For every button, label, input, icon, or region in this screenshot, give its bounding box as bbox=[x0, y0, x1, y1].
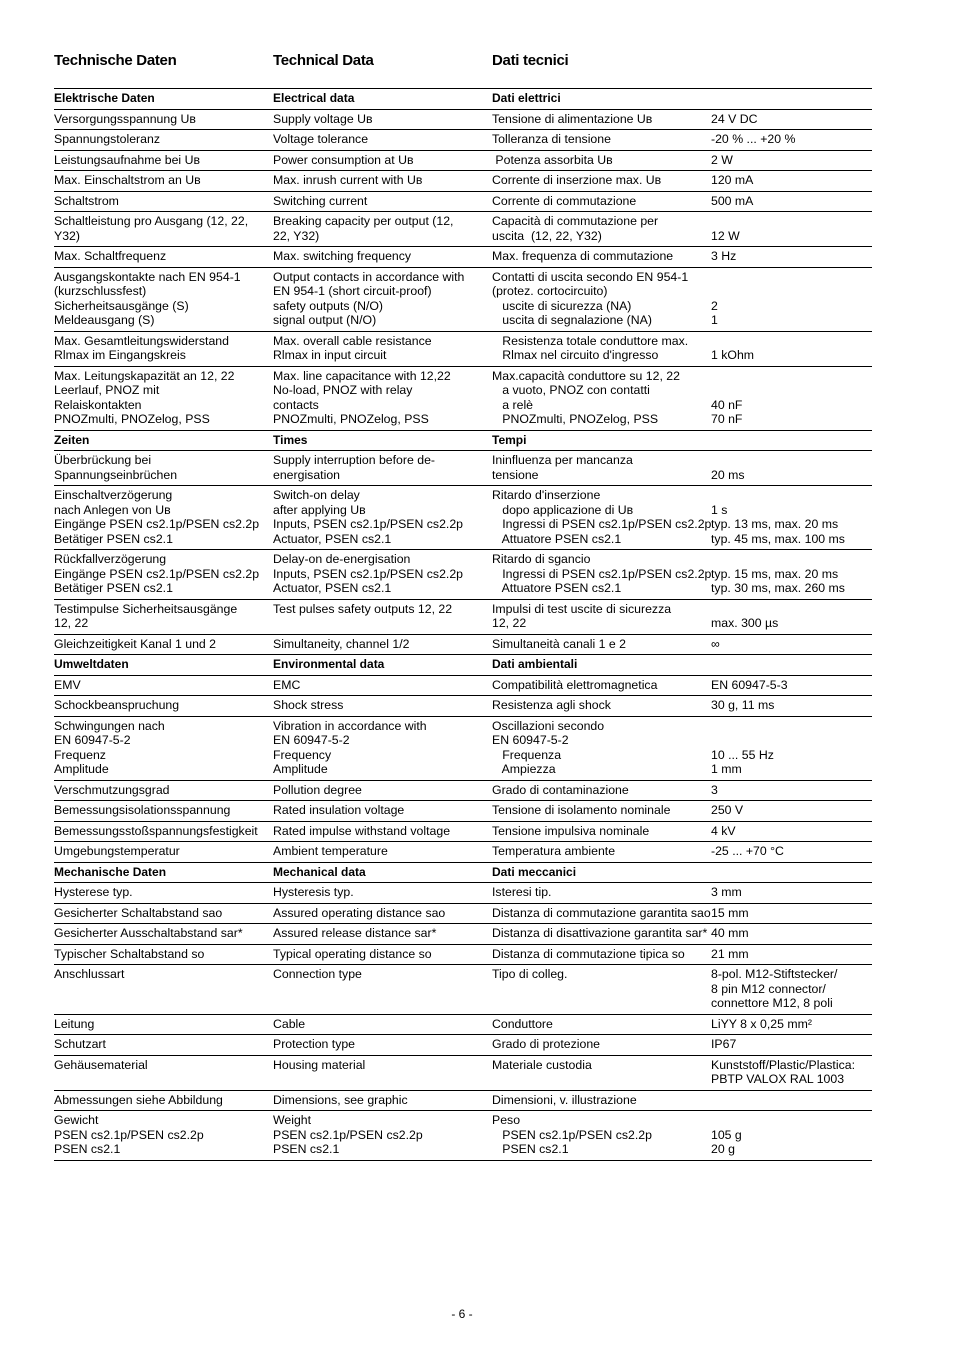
cell-german: Gehäusematerial bbox=[54, 1055, 273, 1090]
table-row bbox=[54, 109, 872, 130]
cell-value bbox=[711, 430, 872, 451]
cell-italian: Materiale custodia bbox=[492, 1055, 711, 1090]
cell-german: Spannungstoleranz bbox=[54, 130, 273, 151]
table-row bbox=[54, 1090, 872, 1111]
cell-german: Umgebungstemperatur bbox=[54, 842, 273, 863]
table-row bbox=[54, 599, 872, 634]
cell-german: Schaltstrom bbox=[54, 191, 273, 212]
cell-english: Supply voltage Uʙ bbox=[273, 109, 492, 130]
cell-italian: Peso PSEN cs2.1p/PSEN cs2.2p PSEN cs2.1 bbox=[492, 1111, 711, 1161]
cell-english: Power consumption at Uʙ bbox=[273, 150, 492, 171]
cell-italian: Dati elettrici bbox=[492, 89, 711, 110]
table-row bbox=[54, 965, 872, 1015]
page-number: - 6 - bbox=[451, 1307, 473, 1321]
cell-english: Electrical data bbox=[273, 89, 492, 110]
cell-german: Gesicherter Ausschaltabstand sar* bbox=[54, 924, 273, 945]
table-row bbox=[54, 451, 872, 486]
cell-value: 2 1 bbox=[711, 267, 872, 331]
cell-italian: Resistenza totale conduttore max. Rlmax nel circuito d'ingresso bbox=[492, 331, 711, 366]
cell-value: 20 ms bbox=[711, 451, 872, 486]
table-row bbox=[54, 171, 872, 192]
cell-english: Environmental data bbox=[273, 655, 492, 676]
cell-english: Weight PSEN cs2.1p/PSEN cs2.2p PSEN cs2.1 bbox=[273, 1111, 492, 1161]
cell-value: 21 mm bbox=[711, 944, 872, 965]
cell-value: -25 ... +70 °C bbox=[711, 842, 872, 863]
cell-value: 3 mm bbox=[711, 883, 872, 904]
table-row bbox=[54, 1055, 872, 1090]
cell-english: Pollution degree bbox=[273, 780, 492, 801]
cell-german: Zeiten bbox=[54, 430, 273, 451]
cell-german: Ausgangskontakte nach EN 954-1 (kurzschlussfest) Sicherheitsausgänge (S) Meldeausgang (S) bbox=[54, 267, 273, 331]
cell-value: 4 kV bbox=[711, 821, 872, 842]
cell-value: 8-pol. M12-Stiftstecker/ 8 pin M12 connector/ connettore M12, 8 poli bbox=[711, 965, 872, 1015]
cell-german: Anschlussart bbox=[54, 965, 273, 1015]
table-row bbox=[54, 366, 872, 430]
cell-italian: Resistenza agli shock bbox=[492, 696, 711, 717]
cell-english: Ambient temperature bbox=[273, 842, 492, 863]
cell-italian: Grado di contaminazione bbox=[492, 780, 711, 801]
cell-german: Rückfallverzögerung Eingänge PSEN cs2.1p/PSEN cs2.2p Betätiger PSEN cs2.1 bbox=[54, 550, 273, 600]
cell-german: Leitung bbox=[54, 1014, 273, 1035]
cell-value: typ. 15 ms, max. 20 ms typ. 30 ms, max. 260 ms bbox=[711, 550, 872, 600]
cell-italian: Corrente di commutazione bbox=[492, 191, 711, 212]
table-row bbox=[54, 821, 872, 842]
cell-english: Protection type bbox=[273, 1035, 492, 1056]
table-row bbox=[54, 486, 872, 550]
cell-value bbox=[711, 1090, 872, 1111]
cell-value: 250 V bbox=[711, 801, 872, 822]
cell-value: 3 bbox=[711, 780, 872, 801]
cell-english: Vibration in accordance with EN 60947-5-2 Frequency Amplitude bbox=[273, 716, 492, 780]
cell-german: EMV bbox=[54, 675, 273, 696]
header-english: Technical Data bbox=[273, 52, 374, 69]
cell-german: Leistungsaufnahme bei Uʙ bbox=[54, 150, 273, 171]
table-row bbox=[54, 550, 872, 600]
cell-german: Schwingungen nach EN 60947-5-2 Frequenz Amplitude bbox=[54, 716, 273, 780]
table-row bbox=[54, 1014, 872, 1035]
cell-german: Verschmutzungsgrad bbox=[54, 780, 273, 801]
cell-value: EN 60947-5-3 bbox=[711, 675, 872, 696]
cell-german: Max. Leitungskapazität an 12, 22 Leerlauf, PNOZ mit Relaiskontakten PNOZmulti, PNOZelog, PSS bbox=[54, 366, 273, 430]
cell-german: Umweltdaten bbox=[54, 655, 273, 676]
cell-german: Hysterese typ. bbox=[54, 883, 273, 904]
column-headers bbox=[54, 52, 872, 74]
cell-value: IP67 bbox=[711, 1035, 872, 1056]
cell-english: Test pulses safety outputs 12, 22 bbox=[273, 599, 492, 634]
cell-value bbox=[711, 655, 872, 676]
cell-english: Assured release distance sar* bbox=[273, 924, 492, 945]
table-row bbox=[54, 130, 872, 151]
cell-italian: Corrente di inserzione max. Uʙ bbox=[492, 171, 711, 192]
cell-german: Max. Einschaltstrom an Uʙ bbox=[54, 171, 273, 192]
table-row bbox=[54, 675, 872, 696]
cell-value: 1 kOhm bbox=[711, 331, 872, 366]
cell-german: Gesicherter Schaltabstand sao bbox=[54, 903, 273, 924]
cell-german: Max. Schaltfrequenz bbox=[54, 247, 273, 268]
cell-value: 120 mA bbox=[711, 171, 872, 192]
cell-value: Kunststoff/Plastic/Plastica: PBTP VALOX RAL 1003 bbox=[711, 1055, 872, 1090]
cell-italian: Impulsi di test uscite di sicurezza 12, 22 bbox=[492, 599, 711, 634]
cell-english: Rated insulation voltage bbox=[273, 801, 492, 822]
cell-italian: Temperatura ambiente bbox=[492, 842, 711, 863]
table-row bbox=[54, 944, 872, 965]
cell-english: Max. inrush current with Uʙ bbox=[273, 171, 492, 192]
cell-italian: Simultaneità canali 1 e 2 bbox=[492, 634, 711, 655]
table-row bbox=[54, 842, 872, 863]
cell-italian: Dimensioni, v. illustrazione bbox=[492, 1090, 711, 1111]
cell-italian: Dati ambientali bbox=[492, 655, 711, 676]
cell-value: max. 300 µs bbox=[711, 599, 872, 634]
table-row bbox=[54, 903, 872, 924]
cell-value: 15 mm bbox=[711, 903, 872, 924]
cell-german: Abmessungen siehe Abbildung bbox=[54, 1090, 273, 1111]
cell-value: 40 mm bbox=[711, 924, 872, 945]
cell-german: Einschaltverzögerung nach Anlegen von Uʙ Eingänge PSEN cs2.1p/PSEN cs2.2p Betätiger PSEN cs2.1 bbox=[54, 486, 273, 550]
cell-value: 24 V DC bbox=[711, 109, 872, 130]
cell-value: 1 s typ. 13 ms, max. 20 ms typ. 45 ms, max. 100 ms bbox=[711, 486, 872, 550]
cell-german: Bemessungsisolationsspannung bbox=[54, 801, 273, 822]
cell-german: Versorgungsspannung Uʙ bbox=[54, 109, 273, 130]
cell-value: ∞ bbox=[711, 634, 872, 655]
cell-english: Output contacts in accordance with EN 954-1 (short circuit-proof) safety outputs (N/O) signal output (N/O) bbox=[273, 267, 492, 331]
technical-data-table bbox=[54, 88, 872, 1161]
table-row bbox=[54, 212, 872, 247]
cell-german: Bemessungsstoßspannungsfestigkeit bbox=[54, 821, 273, 842]
cell-english: Delay-on de-energisation Inputs, PSEN cs2.1p/PSEN cs2.2p Actuator, PSEN cs2.1 bbox=[273, 550, 492, 600]
cell-german: Schutzart bbox=[54, 1035, 273, 1056]
cell-italian: Tensione impulsiva nominale bbox=[492, 821, 711, 842]
table-row bbox=[54, 150, 872, 171]
table-row bbox=[54, 801, 872, 822]
cell-german: Max. Gesamtleitungswiderstand Rlmax im Eingangskreis bbox=[54, 331, 273, 366]
header-italian: Dati tecnici bbox=[492, 52, 569, 69]
section-row bbox=[54, 862, 872, 883]
cell-english: Switching current bbox=[273, 191, 492, 212]
cell-italian: Oscillazioni secondo EN 60947-5-2 Frequenza Ampiezza bbox=[492, 716, 711, 780]
cell-italian: Contatti di uscita secondo EN 954-1 (protez. cortocircuito) uscite di sicurezza (NA) uscita di segnalazione (NA) bbox=[492, 267, 711, 331]
table-row bbox=[54, 1035, 872, 1056]
cell-english: Mechanical data bbox=[273, 862, 492, 883]
cell-value bbox=[711, 862, 872, 883]
cell-english: Cable bbox=[273, 1014, 492, 1035]
cell-italian: Tensione di alimentazione Uʙ bbox=[492, 109, 711, 130]
header-german: Technische Daten bbox=[54, 52, 177, 69]
cell-english: Supply interruption before de- energisation bbox=[273, 451, 492, 486]
cell-english: Times bbox=[273, 430, 492, 451]
section-row bbox=[54, 430, 872, 451]
cell-german: Gewicht PSEN cs2.1p/PSEN cs2.2p PSEN cs2.1 bbox=[54, 1111, 273, 1161]
cell-value: 40 nF 70 nF bbox=[711, 366, 872, 430]
cell-value: LiYY 8 x 0,25 mm² bbox=[711, 1014, 872, 1035]
cell-english: EMC bbox=[273, 675, 492, 696]
cell-english: Simultaneity, channel 1/2 bbox=[273, 634, 492, 655]
cell-english: Housing material bbox=[273, 1055, 492, 1090]
cell-value: -20 % ... +20 % bbox=[711, 130, 872, 151]
section-row bbox=[54, 89, 872, 110]
cell-value: 30 g, 11 ms bbox=[711, 696, 872, 717]
cell-italian: Compatibilità elettromagnetica bbox=[492, 675, 711, 696]
cell-english: Switch-on delay after applying Uʙ Inputs, PSEN cs2.1p/PSEN cs2.2p Actuator, PSEN cs2.1 bbox=[273, 486, 492, 550]
cell-italian: Max. frequenza di commutazione bbox=[492, 247, 711, 268]
cell-value: 105 g 20 g bbox=[711, 1111, 872, 1161]
cell-italian: Ritardo d'inserzione dopo applicazione di Uʙ Ingressi di PSEN cs2.1p/PSEN cs2.2p Attuatore PSEN cs2.1 bbox=[492, 486, 711, 550]
cell-italian: Distanza di disattivazione garantita sar* bbox=[492, 924, 711, 945]
cell-english: Connection type bbox=[273, 965, 492, 1015]
cell-italian: Capacità di commutazione per uscita (12, 22, Y32) bbox=[492, 212, 711, 247]
cell-german: Überbrückung bei Spannungseinbrüchen bbox=[54, 451, 273, 486]
cell-italian: Tensione di isolamento nominale bbox=[492, 801, 711, 822]
cell-italian: Ininfluenza per mancanza tensione bbox=[492, 451, 711, 486]
cell-german: Schockbeanspruchung bbox=[54, 696, 273, 717]
table-row bbox=[54, 883, 872, 904]
cell-value: 3 Hz bbox=[711, 247, 872, 268]
section-row bbox=[54, 655, 872, 676]
cell-italian: Tipo di colleg. bbox=[492, 965, 711, 1015]
table-row bbox=[54, 780, 872, 801]
cell-english: Rated impulse withstand voltage bbox=[273, 821, 492, 842]
cell-italian: Tolleranza di tensione bbox=[492, 130, 711, 151]
cell-english: Voltage tolerance bbox=[273, 130, 492, 151]
cell-german: Testimpulse Sicherheitsausgänge 12, 22 bbox=[54, 599, 273, 634]
cell-english: Breaking capacity per output (12, 22, Y32) bbox=[273, 212, 492, 247]
cell-value bbox=[711, 89, 872, 110]
cell-value: 10 ... 55 Hz 1 mm bbox=[711, 716, 872, 780]
cell-italian: Tempi bbox=[492, 430, 711, 451]
cell-value: 12 W bbox=[711, 212, 872, 247]
table-row bbox=[54, 267, 872, 331]
cell-italian: Conduttore bbox=[492, 1014, 711, 1035]
table-row bbox=[54, 634, 872, 655]
cell-german: Elektrische Daten bbox=[54, 89, 273, 110]
table-row bbox=[54, 247, 872, 268]
cell-english: Assured operating distance sao bbox=[273, 903, 492, 924]
cell-english: Hysteresis typ. bbox=[273, 883, 492, 904]
cell-italian: Max.capacità conduttore su 12, 22 a vuoto, PNOZ con contatti a relè PNOZmulti, PNOZelog, PSS bbox=[492, 366, 711, 430]
table-row bbox=[54, 716, 872, 780]
cell-value: 2 W bbox=[711, 150, 872, 171]
table-row bbox=[54, 1111, 872, 1161]
cell-italian: Distanza di commutazione tipica so bbox=[492, 944, 711, 965]
cell-german: Mechanische Daten bbox=[54, 862, 273, 883]
cell-italian: Potenza assorbita Uʙ bbox=[492, 150, 711, 171]
table-row bbox=[54, 924, 872, 945]
cell-german: Typischer Schaltabstand so bbox=[54, 944, 273, 965]
cell-italian: Grado di protezione bbox=[492, 1035, 711, 1056]
table-row bbox=[54, 191, 872, 212]
cell-english: Typical operating distance so bbox=[273, 944, 492, 965]
cell-german: Schaltleistung pro Ausgang (12, 22, Y32) bbox=[54, 212, 273, 247]
cell-italian: Distanza di commutazione garantita sao bbox=[492, 903, 711, 924]
cell-english: Max. switching frequency bbox=[273, 247, 492, 268]
table-row bbox=[54, 331, 872, 366]
cell-english: Dimensions, see graphic bbox=[273, 1090, 492, 1111]
cell-english: Shock stress bbox=[273, 696, 492, 717]
cell-value: 500 mA bbox=[711, 191, 872, 212]
cell-english: Max. line capacitance with 12,22 No-load, PNOZ with relay contacts PNOZmulti, PNOZelog, PSS bbox=[273, 366, 492, 430]
cell-italian: Isteresi tip. bbox=[492, 883, 711, 904]
cell-german: Gleichzeitigkeit Kanal 1 und 2 bbox=[54, 634, 273, 655]
cell-italian: Dati meccanici bbox=[492, 862, 711, 883]
cell-english: Max. overall cable resistance Rlmax in input circuit bbox=[273, 331, 492, 366]
table-row bbox=[54, 696, 872, 717]
cell-italian: Ritardo di sgancio Ingressi di PSEN cs2.1p/PSEN cs2.2p Attuatore PSEN cs2.1 bbox=[492, 550, 711, 600]
